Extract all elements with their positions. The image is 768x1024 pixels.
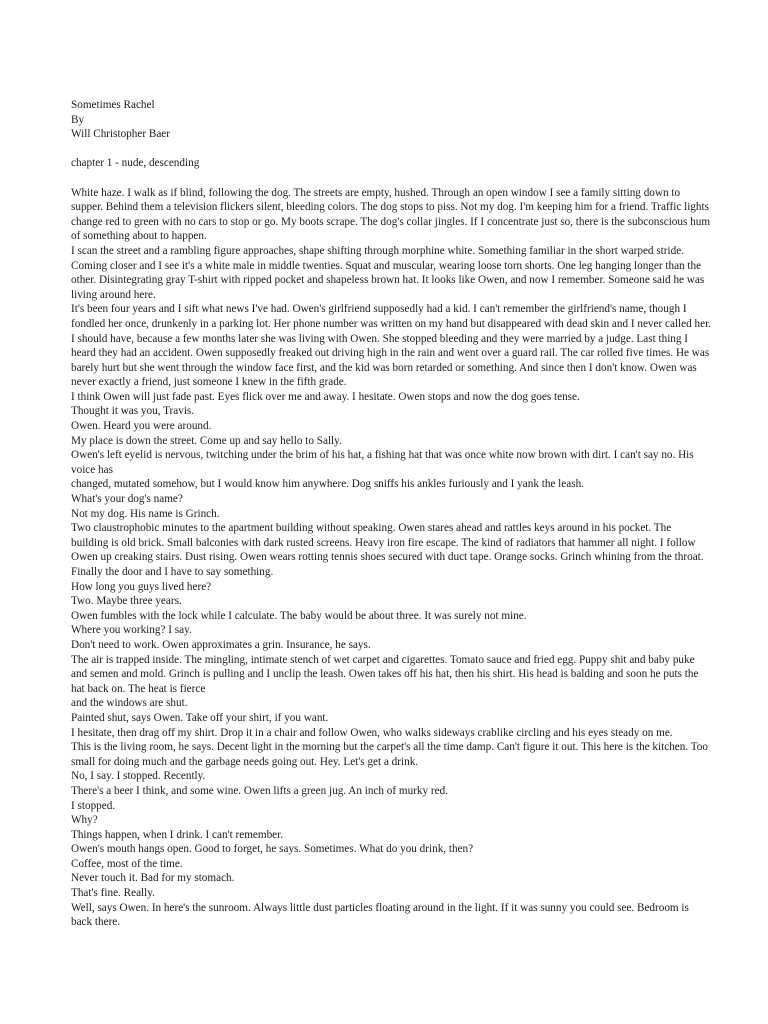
paragraph: changed, mutated somehow, but I would know him anywhere. Dog sniffs his ankles furiously and I yank the leash. xyxy=(71,478,584,491)
paragraph: Two claustrophobic minutes to the apartment building without speaking. Owen stares ahead and rattles keys around in his pocket. The building is old brick. Small balconies with dark rusted screens. Heavy iron fire escape. The kind of radiators that hammer all night. I follow Owen up creaking stairs. Dust rising. Owen wears rotting tennis shoes secured with duct tape. Orange socks. Grinch whining from the throat. Finally the door and I have to say something. xyxy=(71,522,704,578)
document-title: Sometimes Rachel xyxy=(71,99,155,111)
chapter-body xyxy=(71,186,711,930)
byline-label: By xyxy=(71,113,85,126)
paragraph: I hesitate, then drag off my shirt. Drop it in a chair and follow Owen, who walks sideways crablike circling and his eyes steady on me. xyxy=(71,726,673,739)
paragraph: White haze. I walk as if blind, following the dog. The streets are empty, hushed. Through an open window I see a family sitting down to supper. Behind them a television flickers silent, bleeding colors. The dog stops to piss. Not my dog. I'm keeping him for a friend. Traffic lights change red to green with no cars to stop or go. My boots scrape. The dog's collar jingles. If I concentrate just so, there is the subconscious hum of something about to happen. xyxy=(71,186,711,243)
paragraph: Well, says Owen. In here's the sunroom. Always little dust particles floating around in the light. If it was sunny you could see. Bedroom is back there. xyxy=(71,901,689,929)
paragraph: Where you working? I say. xyxy=(71,624,192,637)
paragraph: Owen fumbles with the lock while I calculate. The baby would be about three. It was surely not mine. xyxy=(71,609,527,622)
paragraph: Owen's mouth hangs open. Good to forget, he says. Sometimes. What do you drink, then? xyxy=(71,843,474,856)
paragraph: There's a beer I think, and some wine. Owen lifts a green jug. An inch of murky red. xyxy=(71,784,448,797)
paragraph: What's your dog's name? xyxy=(71,493,183,506)
paragraph: The air is trapped inside. The mingling, intimate stench of wet carpet and cigarettes. Tomato sauce and fried egg. Puppy shit and baby puke and semen and mold. Grinch is pulling and I unclip the leash. Owen takes off his hat, then his shirt. His head is balding and soon he puts the hat back on. The heat is fierce xyxy=(71,653,699,695)
paragraph: How long you guys lived here? xyxy=(71,580,212,593)
paragraph: That's fine. Really. xyxy=(71,887,155,900)
paragraph: This is the living room, he says. Decent light in the morning but the carpet's all the time damp. Can't figure it out. This here is the kitchen. Too small for doing much and the garbage needs going out. Hey. Let's get a drink. xyxy=(71,741,708,768)
paragraph: Never touch it. Bad for my stomach. xyxy=(71,872,235,885)
paragraph: Coffee, most of the time. xyxy=(71,857,183,870)
paragraph: Painted shut, says Owen. Take off your shirt, if you want. xyxy=(71,711,329,724)
paragraph: Why? xyxy=(71,814,98,827)
paragraph: No, I say. I stopped. Recently. xyxy=(71,770,206,783)
paragraph: It's been four years and I sift what news I've had. Owen's girlfriend supposedly had a kid. I can't remember the girlfriend's name, though I fondled her once, drunkenly in a parking lot. Her phone number was written on my hand but disappeared with dead skin and I never called her. I should have, because a few months later she was living with Owen. She stopped bleeding and they were married by a judge. Last thing I heard they had an accident. Owen supposedly freaked out driving high in the rain and went over a guard rail. The car rolled five times. He was barely hurt but she went through the window face first, and the kid was born retarded or something. And since then I don't know. Owen was never exactly a friend, just someone I knew in the fifth grade. xyxy=(71,303,711,389)
paragraph: Owen's left eyelid is nervous, twitching under the brim of his hat, a fishing hat that was once white now brown with dirt. I can't say no. His voice has xyxy=(71,449,694,476)
document-page xyxy=(71,98,711,930)
chapter-heading: chapter 1 - nude, descending xyxy=(71,157,200,170)
paragraph: I scan the street and a rambling figure approaches, shape shifting through morphine white. Something familiar in the short warped stride. Coming closer and I see it's a white male in middle twenties. Squat and muscular, wearing loose torn shorts. One leg hanging longer than the other. Disintegrating gray T-shirt with ripped pocket and shapeless brown hat. It looks like Owen, and now I remember. Someone said he was living around here. xyxy=(71,244,705,301)
paragraph: Thought it was you, Travis. xyxy=(71,405,195,418)
paragraph: Don't need to work. Owen approximates a grin. Insurance, he says. xyxy=(71,638,371,651)
paragraph: Owen. Heard you were around. xyxy=(71,420,212,433)
paragraph: Things happen, when I drink. I can't remember. xyxy=(71,828,284,841)
paragraph: I stopped. xyxy=(71,799,116,812)
paragraph: Not my dog. His name is Grinch. xyxy=(71,507,220,520)
author-name: Will Christopher Baer xyxy=(71,128,170,141)
paragraph: I think Owen will just fade past. Eyes flick over me and away. I hesitate. Owen stops and now the dog goes tense. xyxy=(71,390,580,403)
paragraph: My place is down the street. Come up and say hello to Sally. xyxy=(71,434,342,447)
paragraph: and the windows are shut. xyxy=(71,697,188,710)
paragraph: Two. Maybe three years. xyxy=(71,595,182,608)
